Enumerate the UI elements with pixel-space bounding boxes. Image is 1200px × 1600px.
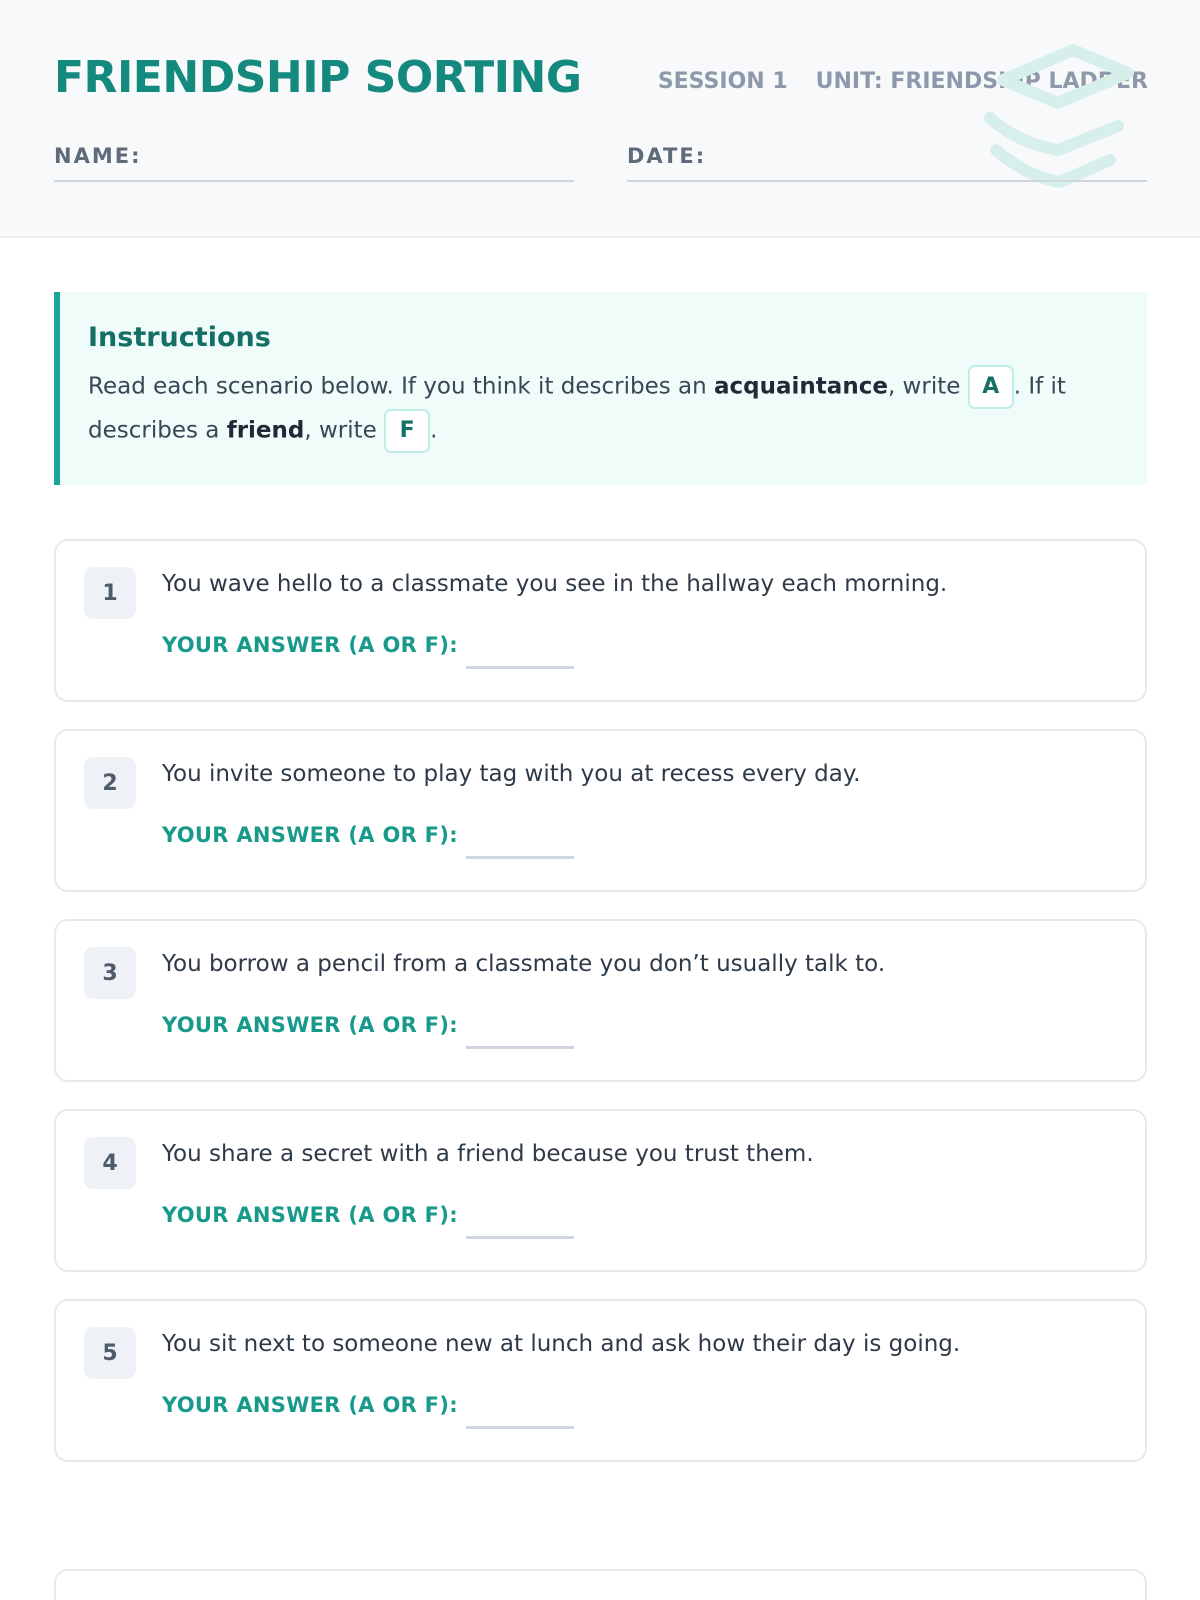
answer-blank[interactable] <box>466 1426 574 1429</box>
key-f-badge: F <box>384 409 430 453</box>
key-a-badge: A <box>968 365 1014 409</box>
scenario-number: 3 <box>84 947 136 999</box>
answer-label: YOUR ANSWER (A OR F): <box>162 1203 458 1227</box>
instructions-text <box>88 365 1117 453</box>
answer-blank[interactable] <box>466 1046 574 1049</box>
instructions-title: Instructions <box>88 322 271 353</box>
scenario-text: You invite someone to play tag with you at recess every day. <box>162 761 861 787</box>
page-title: FRIENDSHIP SORTING <box>54 52 582 103</box>
answer-label: YOUR ANSWER (A OR F): <box>162 633 458 657</box>
instructions-box <box>54 292 1147 485</box>
scenario-card <box>54 1109 1147 1272</box>
scenario-text: You borrow a pencil from a classmate you don’t usually talk to. <box>162 951 886 977</box>
name-label: NAME: <box>54 144 142 168</box>
unit-label: UNIT: FRIENDSHIP LADDER <box>815 69 1148 94</box>
answer-blank[interactable] <box>466 666 574 669</box>
scenario-number: 5 <box>84 1327 136 1379</box>
worksheet-header <box>0 0 1200 238</box>
answer-label: YOUR ANSWER (A OR F): <box>162 1013 458 1037</box>
scenario-number: 1 <box>84 567 136 619</box>
instructions-text-part: , write <box>887 373 968 400</box>
scenario-card <box>54 539 1147 702</box>
scenario-number: 2 <box>84 757 136 809</box>
scenario-card <box>54 919 1147 1082</box>
term-acquaintance: acquaintance <box>714 373 888 400</box>
instructions-text-part: . If it describes a <box>88 373 1066 444</box>
scenario-card <box>54 729 1147 892</box>
answer-blank[interactable] <box>466 856 574 859</box>
instructions-text-part: , write <box>304 417 385 444</box>
scenario-text: You wave hello to a classmate you see in the hallway each morning. <box>162 571 948 597</box>
scenario-card-partial <box>54 1569 1147 1600</box>
scenario-text: You sit next to someone new at lunch and ask how their day is going. <box>162 1331 961 1357</box>
answer-blank[interactable] <box>466 1236 574 1239</box>
instructions-text-part: Read each scenario below. If you think it describes an <box>88 373 715 400</box>
term-friend: friend <box>226 417 305 444</box>
answer-label: YOUR ANSWER (A OR F): <box>162 823 458 847</box>
scenario-number: 4 <box>84 1137 136 1189</box>
name-field[interactable] <box>54 144 574 182</box>
scenario-text: You share a secret with a friend because you trust them. <box>162 1141 814 1167</box>
answer-label: YOUR ANSWER (A OR F): <box>162 1393 458 1417</box>
date-label: DATE: <box>627 144 707 168</box>
scenario-card <box>54 1299 1147 1462</box>
date-field[interactable] <box>627 144 1147 182</box>
session-label: SESSION 1 <box>657 69 788 94</box>
instructions-text-part: . <box>430 417 438 444</box>
